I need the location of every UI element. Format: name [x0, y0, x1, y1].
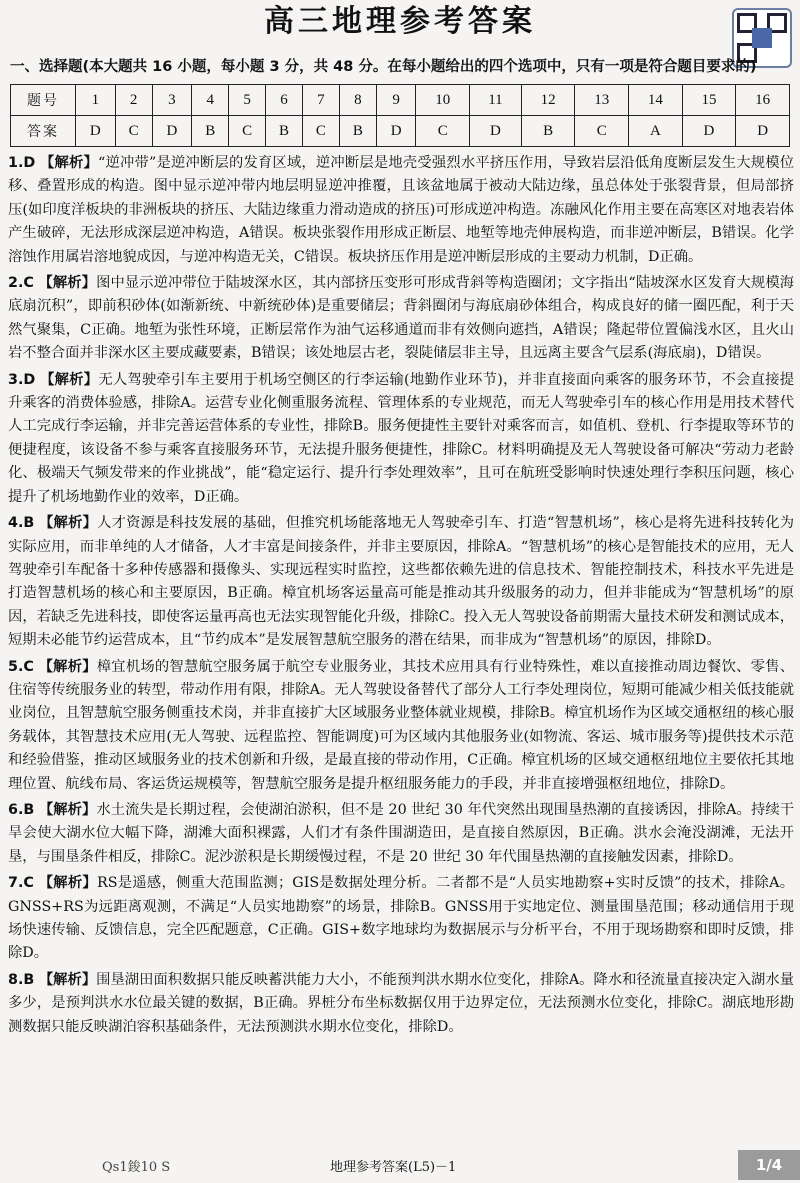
- item-number: 3.D: [8, 371, 36, 388]
- item-number: 8.B: [8, 971, 35, 988]
- answer-letter: C: [229, 116, 266, 147]
- item-number: 1.D: [8, 155, 36, 171]
- item-text: 樟宜机场的智慧航空服务属于航空专业服务业，其技术应用具有行业特殊性，难以直接推动周边餐饮、零售、住宿等传统服务业的转型，带动作用有限，排除A。无人驾驶设备替代了部分人工行李处理岗位，短期可能减少相关低技能就业岗位，且智慧航空服务侧重技术岗，并非直接扩大区域服务业整体就业规模，排除B。樟宜机场作为区域交通枢纽的核心服务载体，其智慧技术应用(无人驾驶、远程监控、智能调度)可为区域内其他服务业(如物流、客运、城市服务等)提供技术示范和经验借鉴，推动区域服务业的技术创新和升级，是最直接的带动作用，C正确。樟宜机场的区域交通枢纽地位主要依托其地理位置、航线布局、客运货运规模等，智慧航空服务是提升枢纽服务能力的手段，并非直接增强枢纽地位，排除D。: [8, 658, 794, 792]
- item-number: 4.B: [8, 515, 35, 532]
- question-number: 15: [682, 85, 736, 116]
- question-number: 10: [416, 85, 470, 116]
- question-number: 3: [152, 85, 192, 116]
- item-text: 无人驾驶牵引车主要用于机场空侧区的行李运输(地勤作业环节)，并非直接面向乘客的服务环节，不会直接提升乘客的消费体验感，排除A。运营专业化侧重服务流程、管理体系的专业规范，而无人驾驶牵引车的核心作用是用技术替代人工完成行李运输，并非完善运营体系的专业性，排除B。服务便捷性主要针对乘客而言，如值机、登机、行李提取等环节的便捷程度，该设备不参与乘客直接服务环节，无法提升服务便捷性，排除C。材料明确提及无人驾驶设备可解决“劳动力老龄化、极端天气频发带来的作业挑战”，能“稳定运行、提升行李处理效率”，且可在航班受影响时快速处理行李积压问题，核心提升了机场地勤作业的效率，D正确。: [8, 371, 795, 505]
- question-number: 7: [302, 85, 339, 116]
- explanation-item: [8, 152, 794, 269]
- answer-letter: D: [376, 116, 416, 147]
- answer-letter: D: [682, 116, 736, 147]
- answer-letter: B: [266, 116, 303, 147]
- question-number: 13: [575, 85, 629, 116]
- question-number: 1: [76, 85, 116, 116]
- answer-letter: D: [736, 116, 790, 147]
- question-number: 16: [736, 85, 790, 116]
- analysis-tag: 【解析】: [38, 275, 97, 292]
- analysis-tag: 【解析】: [39, 515, 98, 532]
- item-text: 人才资源是科技发展的基础，但推究机场能落地无人驾驶牵引车、打造“智慧机场”，核心是将先进科技转化为实际应用，而非单纯的人才储备，人才丰富是间接条件，并非主要原因，排除A。“智慧机场”的核心是智能技术的应用，无人驾驶牵引车配备十多种传感器和摄像头、实现远程实时监控，这些都依赖先进的信息技术、智能控制技术，科技水平先进是打造智慧机场的核心和主要原因，B正确。樟宜机场客运量高可能是推动其升级服务的动力，但并非能成为“智慧机场”的原因，若缺乏先进科技，即使客运量再高也无法实现智能化升级，排除C。投入无人驾驶设备前期需大量技术研发和测试成本，短期未必能节约运营成本，且“节约成本”是发展智慧航空服务的潜在结果，而非成为“智慧机场”的原因，排除D。: [8, 515, 795, 649]
- analysis-tag: 【解析】: [40, 371, 99, 388]
- section-heading: 一、选择题(本大题共 16 小题，每小题 3 分，共 48 分。在每小题给出的四个选项中，只有一项是符合题目要求的): [10, 59, 757, 75]
- answer-letter: D: [76, 116, 116, 147]
- number-row: [11, 85, 790, 116]
- item-text: RS是遥感，侧重大范围监测；GIS是数据处理分析。二者都不是“人员实地勘察+实时反馈”的技术，排除A。GNSS+RS为远距离观测，不满足“人员实地勘察”的场景，排除B。GNSS用于实地定位、测量围垦范围；移动通信用于现场快速传输、反馈信息，完全匹配题意，C正确。GIS+数字地球均为数据展示与分析平台，不用于现场勘察和即时反馈，排除D。: [8, 875, 795, 962]
- answer-letter: C: [416, 116, 470, 147]
- page-indicator: 1/4: [738, 1150, 800, 1180]
- footer-title: 地理参考答案(L5)－1: [330, 1160, 457, 1175]
- answer-letter: A: [629, 116, 683, 147]
- answer-table: [10, 84, 790, 147]
- item-text: 围垦湖田面积数据只能反映蓄洪能力大小，不能预判洪水期水位变化，排除A。降水和径流量直接决定入湖水量多少，是预判洪水水位最关键的数据，B正确。界桩分布坐标数据仅用于边界定位，无法预测水位变化，排除C。湖底地形勘测数据只能反映湖泊容积基础条件，无法预测洪水期水位变化，排除D。: [8, 971, 794, 1035]
- explanation-item: [8, 799, 794, 869]
- analysis-tag: 【解析】: [38, 875, 97, 892]
- answer-letter: C: [302, 116, 339, 147]
- item-number: 2.C: [8, 275, 34, 292]
- answer-letter: B: [192, 116, 229, 147]
- question-number: 6: [266, 85, 303, 116]
- question-number: 8: [339, 85, 376, 116]
- row-label: 答案: [11, 116, 76, 147]
- question-number: 14: [629, 85, 683, 116]
- answer-letter: D: [470, 116, 522, 147]
- explanation-item: [8, 872, 794, 966]
- explanation-item: [8, 969, 794, 1039]
- explanations: [8, 152, 794, 1042]
- item-text: 图中显示逆冲带位于陆坡深水区，其内部挤压变形可形成背斜等构造圈闭；文字指出“陆坡深水区发育大规模海底扇沉积”，即前积砂体(如渐新统、中新统砂体)是重要储层；背斜圈闭与海底扇砂体组合，构成良好的储一圈匹配，利于天然气聚集，C正确。地堑为张性环境，正断层常作为油气运移通道而非有效侧向遮挡，A错误；隆起带位置偏浅水区，且火山岩不整合面并非深水区主要成藏要素，B错误；该处地层古老，裂陡储层非主导，且远离主要含气层系(海底扇)，D错误。: [8, 275, 795, 362]
- explanation-item: [8, 369, 794, 509]
- question-number: 11: [470, 85, 522, 116]
- answer-row: [11, 116, 790, 147]
- answer-letter: B: [521, 116, 575, 147]
- page-footer: [0, 1150, 800, 1180]
- question-number: 4: [192, 85, 229, 116]
- explanation-item: [8, 512, 794, 652]
- item-number: 5.C: [8, 658, 34, 675]
- explanation-item: [8, 272, 794, 366]
- analysis-tag: 【解析】: [38, 658, 97, 675]
- answer-letter: C: [575, 116, 629, 147]
- page-title: 高三地理参考答案: [264, 4, 536, 39]
- question-number: 2: [115, 85, 152, 116]
- answer-letter: D: [152, 116, 192, 147]
- item-text: 水土流失是长期过程，会使湖泊淤积，但不是 20 世纪 30 年代突然出现围垦热潮的直接诱因，排除A。持续干旱会使大湖水位大幅下降，湖滩大面积裸露，人们才有条件围湖造田，是直接自然原因，B正确。洪水会淹没湖滩，无法开垦，与围垦条件相反，排除C。泥沙淤积是长期缓慢过程，不是 20 世纪 30 年代围垦热潮的直接触发因素，排除D。: [8, 801, 795, 865]
- answer-letter: B: [339, 116, 376, 147]
- item-text: “逆冲带”是逆冲断层的发育区域，逆冲断层是地壳受强烈水平挤压作用，导致岩层沿低角度断层发生大规模位移、叠置形成的构造。图中显示逆冲带内地层明显逆冲推覆，且该盆地属于被动大陆边缘，虽总体处于张裂背景，但局部挤压(如印度洋板块的非洲板块的挤压、大陆边缘重力滑动造成的挤压)可形成逆冲构造。冻融风化作用主要在高寒区对地表岩体产生破碎，无法形成深层逆冲构造，A错误。板块张裂作用形成正断层、地堑等地壳伸展构造，而非逆冲断层，B错误。化学溶蚀作用属岩溶地貌成因，与逆冲构造无关，C错误。板块挤压作用是逆冲断层形成的主要动力机制，D正确。: [8, 155, 795, 265]
- question-number: 9: [376, 85, 416, 116]
- footer-code: Qs1鋑10 S: [102, 1160, 171, 1175]
- row-label: 题号: [11, 85, 76, 116]
- item-number: 6.B: [8, 801, 35, 818]
- analysis-tag: 【解析】: [38, 971, 97, 988]
- analysis-tag: 【解析】: [38, 801, 97, 818]
- analysis-tag: 【解析】: [40, 155, 98, 171]
- explanation-item: [8, 656, 794, 796]
- answer-letter: C: [115, 116, 152, 147]
- item-number: 7.C: [8, 875, 34, 892]
- question-number: 12: [521, 85, 575, 116]
- question-number: 5: [229, 85, 266, 116]
